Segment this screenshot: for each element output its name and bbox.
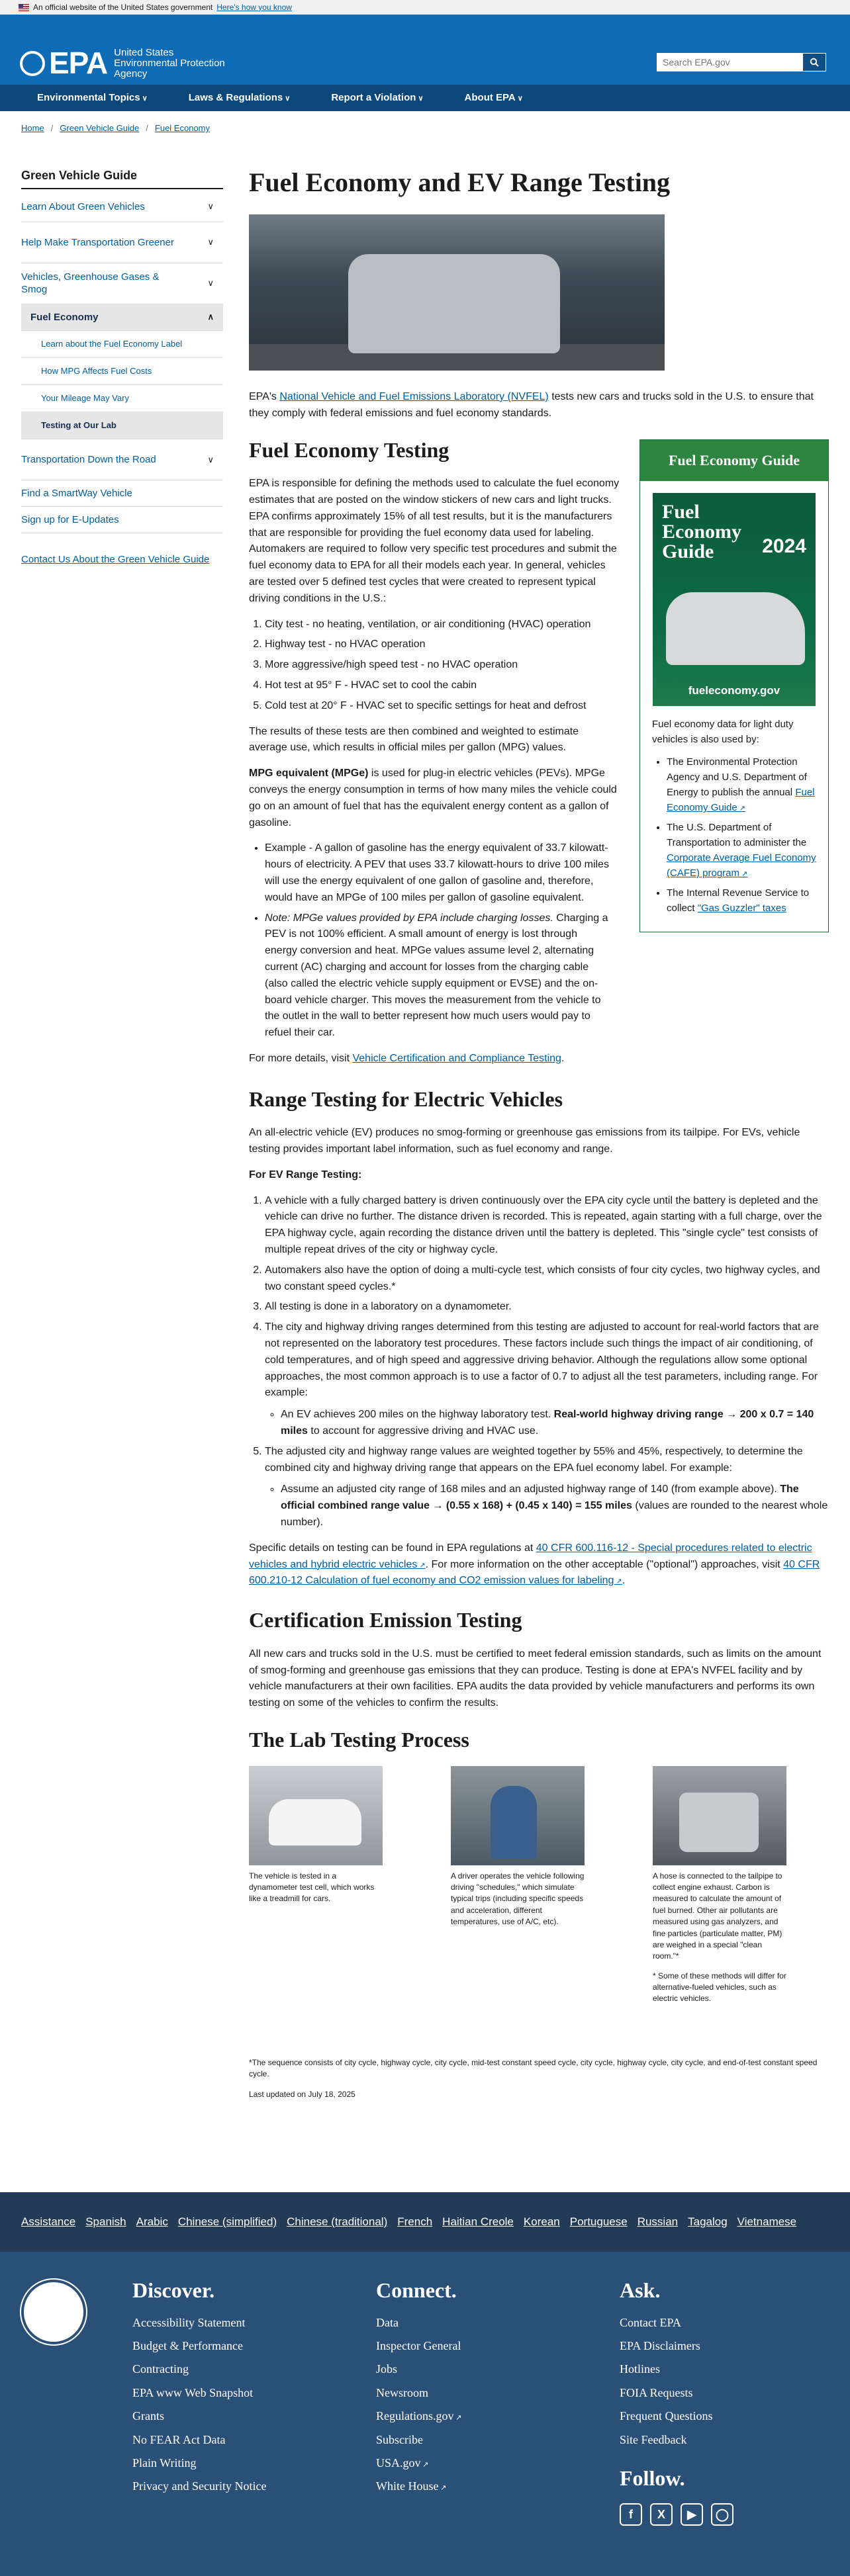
list-text: Assume an adjusted city range of 168 miles and an adjusted highway range of 140 (from example above). bbox=[281, 1484, 780, 1495]
footer-link[interactable]: Grants bbox=[132, 2409, 164, 2423]
epa-logo[interactable] bbox=[20, 40, 225, 87]
lang-link[interactable]: Chinese (traditional) bbox=[287, 2215, 388, 2228]
list-text: The U.S. Department of Transportation to administer the bbox=[667, 821, 807, 848]
sidebar-item-fuel-economy[interactable] bbox=[21, 304, 223, 331]
lab-step bbox=[451, 1766, 587, 1928]
list-item: • Example - A gallon of gasoline has the energy equivalent of 33.7 kilowatt-hours of electricity. A PEV that uses 33.7 kilowatt-hours to drive 100 miles will use the energy equivalent of one gallon of gasoline and, therefore, would have an MPGe of 100 miles per gallon of gasoline equivalent. bbox=[265, 840, 609, 906]
chevron-down-icon: ∨ bbox=[207, 200, 214, 211]
footer-link[interactable]: Frequent Questions bbox=[620, 2409, 713, 2423]
discover-column bbox=[132, 2274, 266, 2503]
list-item bbox=[265, 1444, 829, 1531]
facebook-icon[interactable]: f bbox=[620, 2503, 642, 2526]
sidebar bbox=[21, 167, 223, 568]
footer-link[interactable]: No FEAR Act Data bbox=[132, 2432, 226, 2446]
sidebar-item-label: Learn About Green Vehicles bbox=[21, 200, 145, 212]
list-text: The Internal Revenue Service to collect bbox=[667, 887, 810, 914]
footer-link[interactable]: Newsroom bbox=[376, 2385, 428, 2399]
contact-link[interactable]: Contact Us About the Green Vehicle Guide bbox=[21, 554, 210, 566]
breadcrumb-home[interactable]: Home bbox=[21, 123, 44, 133]
cafe-program-link[interactable]: Corporate Average Fuel Economy (CAFE) program ↗ bbox=[667, 852, 816, 879]
us-flag-icon bbox=[19, 4, 29, 11]
cover-title: Fuel Economy Guide bbox=[662, 501, 741, 563]
test-cycle-list bbox=[249, 617, 620, 715]
sidebar-item-label: Find a SmartWay Vehicle bbox=[21, 488, 132, 500]
sidebar-item-eupdates[interactable] bbox=[21, 507, 223, 533]
spec-text: . For more information on the other acceptable ("optional") approaches, visit bbox=[425, 1558, 784, 1570]
agency-line: Agency bbox=[114, 67, 148, 79]
footer-link[interactable]: White House ↗ bbox=[376, 2479, 461, 2494]
ev-spec-paragraph bbox=[249, 1540, 829, 1589]
tailpipe-image bbox=[653, 1766, 786, 1865]
last-updated: Last updated on July 18, 2025 bbox=[249, 2090, 355, 2100]
chevron-up-icon: ∧ bbox=[207, 311, 214, 322]
lab-note: * Some of these methods will differ for alternative-fueled vehicles, such as electric vehicles. bbox=[653, 1971, 786, 2004]
sidebar-item-label: Vehicles, Greenhouse Gases & Smog bbox=[21, 271, 160, 296]
footer-link[interactable]: Accessibility Statement bbox=[132, 2315, 246, 2329]
footer-link[interactable]: Inspector General bbox=[376, 2338, 461, 2352]
lang-link[interactable]: Vietnamese bbox=[737, 2215, 797, 2228]
footer-link[interactable]: Plain Writing bbox=[132, 2456, 197, 2469]
footer-link[interactable]: Site Feedback bbox=[620, 2432, 687, 2446]
car-image bbox=[666, 592, 805, 665]
section-title: Fuel Economy Testing bbox=[249, 437, 449, 462]
site-footer bbox=[0, 2252, 850, 2576]
nav-report-violation[interactable]: Report a Violation ∨ bbox=[331, 90, 423, 105]
mpge-text: is used for plug-in electric vehicles (PEVs). MPGe conveys the energy consumption in terms of how many miles the vehicle could go on an amount of fuel that has the equivalent energy content as a gallon of gasoline. bbox=[249, 768, 617, 828]
agency-name bbox=[114, 48, 225, 79]
list-item bbox=[667, 885, 816, 916]
fuel-economy-section bbox=[249, 437, 620, 832]
list-text: The adjusted city and highway range values are weighted together by 55% and 45%, respectively, to determine the combined city and highway driving range that appears on the EPA fuel economy label. For example: bbox=[265, 1445, 803, 1474]
gas-guzzler-link[interactable]: "Gas Guzzler" taxes bbox=[697, 902, 786, 914]
fuel-economy-guide-link[interactable]: Fuel Economy Guide ↗ bbox=[667, 787, 815, 813]
footer-link[interactable]: Hotlines bbox=[620, 2362, 660, 2376]
dynamometer-image bbox=[249, 1766, 383, 1865]
list-item: 3. More aggressive/high speed test - no HVAC operation bbox=[265, 657, 620, 674]
lang-link[interactable]: Portuguese bbox=[569, 2215, 628, 2228]
fe-paragraph: EPA is responsible for defining the methods used to calculate the fuel economy estimates that are posted on the window stickers of new cars and light trucks. EPA confirms approximately 15% of all test results, but it is the manufacturers that are responsible for providing the fuel economy data used for labeling. Automakers are required to follow very specific test procedures and submit the fuel economy data to EPA for all their models each year. In general, vehicles are tested over 5 defined test cycles that were created to represent typical driving conditions in the U.S.: bbox=[249, 478, 620, 604]
x-icon[interactable]: X bbox=[650, 2503, 673, 2526]
lang-link[interactable]: Russian bbox=[637, 2215, 679, 2228]
language-bar bbox=[0, 2192, 850, 2252]
main-content bbox=[249, 167, 829, 2110]
youtube-icon[interactable]: ▶ bbox=[681, 2503, 703, 2526]
footer-link[interactable]: EPA www Web Snapshot bbox=[132, 2385, 254, 2399]
section-title: Certification Emission Testing bbox=[249, 1608, 522, 1632]
epa-seal-icon bbox=[21, 2280, 86, 2344]
guide-title: Fuel Economy Guide bbox=[640, 440, 828, 481]
lang-link[interactable]: Chinese (simplified) bbox=[177, 2215, 277, 2228]
lab-process-grid bbox=[249, 1766, 829, 2057]
breadcrumb bbox=[21, 122, 210, 135]
connect-column bbox=[376, 2274, 461, 2503]
list-item: 4. Hot test at 95° F - HVAC set to cool the cabin bbox=[265, 678, 620, 694]
lang-link[interactable]: Tagalog bbox=[688, 2215, 728, 2228]
intro-text: tests new cars and trucks sold in the U.S. to ensure that they comply with federal emissions and fuel economy standards. bbox=[249, 391, 814, 419]
footer-link[interactable]: Budget & Performance bbox=[132, 2338, 243, 2352]
gov-banner bbox=[0, 0, 850, 15]
spec-text: Specific details on testing can be found in EPA regulations at bbox=[249, 1542, 536, 1554]
footnote: *The sequence consists of city cycle, highway cycle, city cycle, mid-test constant speed cycle, city cycle, highway cycle, city cycle, and end-of-test constant speed cycle. bbox=[249, 2057, 818, 2078]
note-text: Charging a PEV is not 100% efficient. A small amount of energy is lost through energy conversion and heat. MPGe values assume level 2, alternating current (AC) charging and account for losses from the charging cable (also called the electric vehicle supply equipment or EVSE) and the on-board vehicle charger. This moves the measurement from the vehicle to the outlet in the wall to better represent how much users would pay to refuel their car. bbox=[265, 912, 608, 1039]
section-title: The Lab Testing Process bbox=[249, 1727, 469, 1752]
intro-paragraph bbox=[249, 389, 829, 422]
list-text: An EV achieves 200 miles on the highway laboratory test. bbox=[281, 1409, 554, 1421]
sidebar-item-learn[interactable] bbox=[21, 192, 223, 222]
footer-heading: Discover. bbox=[132, 2278, 215, 2302]
lang-link[interactable]: Haitian Creole bbox=[442, 2215, 514, 2228]
truck-on-dynamometer-image bbox=[348, 254, 560, 353]
lang-link[interactable]: Spanish bbox=[85, 2215, 126, 2228]
list-item bbox=[281, 1407, 829, 1440]
list-item bbox=[667, 820, 816, 881]
lab-caption: The vehicle is tested in a dynamometer test cell, which works like a treadmill for cars. bbox=[249, 1871, 375, 1904]
sidebar-subitem-mileage[interactable]: Your Mileage May Vary bbox=[21, 385, 223, 412]
section-title: Range Testing for Electric Vehicles bbox=[249, 1087, 563, 1111]
cfr-600-116-link[interactable]: 40 CFR 600.116-12 - Special procedures related to electric vehicles and hybrid electric vehicles ↗ bbox=[249, 1542, 812, 1570]
epa-flower-icon bbox=[20, 51, 45, 76]
list-text: to account for aggressive driving and HVAC use. bbox=[307, 1425, 539, 1437]
list-item: 2. Highway test - no HVAC operation bbox=[265, 637, 620, 653]
spec-text: . bbox=[622, 1575, 626, 1587]
lab-step bbox=[249, 1766, 385, 1905]
agency-line: United States bbox=[114, 46, 174, 58]
search-form bbox=[657, 53, 826, 71]
search-button[interactable] bbox=[802, 53, 826, 71]
sidebar-item-vehicles[interactable] bbox=[21, 263, 223, 304]
sidebar-item-label: Transportation Down the Road bbox=[21, 454, 156, 466]
list-item: 5. Cold test at 20° F - HVAC set to specific settings for heat and defrost bbox=[265, 698, 620, 715]
sidebar-subitem-testing[interactable]: Testing at Our Lab bbox=[21, 412, 223, 439]
hero-image bbox=[249, 214, 665, 371]
nav-about-epa[interactable]: About EPA ∨ bbox=[465, 90, 523, 105]
mpge-paragraph bbox=[249, 766, 620, 831]
footer-heading: Connect. bbox=[376, 2278, 457, 2302]
list-bold: The official combined range value → (0.55 x 168) + (0.45 x 140) = 155 miles bbox=[281, 1484, 799, 1512]
footer-link[interactable]: Privacy and Security Notice bbox=[132, 2479, 267, 2493]
breadcrumb-fuel-economy[interactable]: Fuel Economy bbox=[154, 123, 210, 133]
intro-text: EPA's bbox=[249, 391, 280, 402]
page-title: Fuel Economy and EV Range Testing bbox=[249, 167, 671, 197]
sidebar-item-transportation[interactable] bbox=[21, 439, 223, 480]
breadcrumb-separator: / bbox=[50, 123, 54, 133]
sidebar-item-label: Fuel Economy bbox=[30, 311, 99, 323]
list-item: 1. A vehicle with a fully charged battery is driven continuously over the EPA city cycle until the battery is depleted and the vehicle can drive no further. The distance driven is recorded. This is repeated, again starting with a full charge, over the EPA highway cycle, again recording the distance driven until the battery is depleted. This "single cycle" test consists of multiple repeat drives of the city or highway cycle. bbox=[265, 1193, 829, 1259]
search-icon bbox=[810, 58, 819, 67]
footer-heading: Follow. bbox=[620, 2465, 685, 2490]
sidebar-item-smartway[interactable] bbox=[21, 480, 223, 507]
sidebar-item-label: Help Make Transportation Greener bbox=[21, 236, 174, 248]
list-item bbox=[281, 1482, 829, 1531]
list-text: The city and highway driving ranges determined from this testing are adjusted to account for real-world factors that are not represented on the laboratory test procedures. These factors include such things the impact of air conditioning, of cold temperatures, and of high speed and aggressive driving behavior. Although the regulations allow some optional approaches, the most common approach is to use a factor of 0.7 to adjust all the test parameters, including range. For example: bbox=[265, 1321, 819, 1399]
guide-intro: Fuel economy data for light duty vehicles is also used by: bbox=[652, 719, 794, 746]
gov-banner-text: An official website of the United States government bbox=[33, 2, 213, 12]
footer-link[interactable]: Data bbox=[376, 2315, 399, 2329]
list-text: (values are rounded to the nearest whole number). bbox=[281, 1500, 828, 1529]
lang-link[interactable]: French bbox=[397, 2215, 433, 2228]
ask-column bbox=[620, 2274, 741, 2534]
lang-link[interactable]: Arabic bbox=[136, 2215, 168, 2228]
nav-environmental-topics[interactable]: Environmental Topics ∨ bbox=[37, 90, 148, 105]
agency-line: Environmental Protection bbox=[114, 57, 225, 69]
footer-link[interactable]: Regulations.gov ↗ bbox=[376, 2409, 461, 2424]
sidebar-item-help[interactable] bbox=[21, 222, 223, 263]
ev-paragraph: An all-electric vehicle (EV) produces no smog-forming or greenhouse gas emissions from its tailpipe. For EVs, vehicle testing provides important label information, such as fuel economy and range. bbox=[249, 1127, 800, 1155]
lang-link[interactable]: Assistance bbox=[21, 2215, 76, 2228]
chevron-down-icon: ∨ bbox=[207, 454, 214, 465]
fuel-economy-guide-box bbox=[639, 439, 829, 932]
sidebar-subitem-label[interactable]: Learn about the Fuel Economy Label bbox=[21, 331, 223, 358]
chevron-down-icon: ∨ bbox=[207, 277, 214, 288]
list-item: 3. All testing is done in a laboratory on a dynamometer. bbox=[265, 1299, 829, 1315]
cert-paragraph: All new cars and trucks sold in the U.S. must be certified to meet federal emission standards, such as limits on the amount of smog-forming and greenhouse gas emissions that they can produce. Testing is done at EPA's NVFEL facility and by vehicle manufacturers at their own facilities. EPA audits the data provided by vehicle manufacturers and performs its own testing on some of the vehicles to confirm the results. bbox=[249, 1648, 822, 1709]
logo-text: EPA bbox=[49, 46, 108, 80]
footer-link[interactable]: FOIA Requests bbox=[620, 2385, 693, 2399]
search-input[interactable] bbox=[657, 53, 802, 71]
more-text: . bbox=[561, 1052, 565, 1064]
ev-label: For EV Range Testing: bbox=[249, 1169, 362, 1180]
lang-link[interactable]: Korean bbox=[523, 2215, 560, 2228]
cover-year: 2024 bbox=[762, 535, 806, 558]
footer-heading: Ask. bbox=[620, 2278, 661, 2302]
guide-list bbox=[652, 754, 816, 916]
list-text: The Environmental Protection Agency and U.S. Department of Energy to publish the annual bbox=[667, 756, 807, 799]
lab-caption: A driver operates the vehicle following driving "schedules," which simulate typical trips (including specific speeds and acceleration, different temperatures, use of A/C, etc). bbox=[451, 1871, 585, 1927]
mpge-term: MPG equivalent (MPGe) bbox=[249, 768, 369, 779]
footer-link[interactable]: Jobs bbox=[376, 2362, 398, 2376]
chevron-down-icon: ∨ bbox=[207, 236, 214, 247]
list-item bbox=[667, 754, 816, 816]
lab-step bbox=[653, 1766, 788, 2005]
fe-paragraph: The results of these tests are then combined and weighted to estimate average use, which results in official miles per gallon (MPG) values. bbox=[249, 725, 579, 754]
breadcrumb-separator: / bbox=[146, 123, 148, 133]
driver-image bbox=[451, 1766, 585, 1865]
list-bold: Real-world highway driving range → 200 x 0.7 = 140 miles bbox=[281, 1409, 814, 1437]
nav-laws-regulations[interactable]: Laws & Regulations ∨ bbox=[189, 90, 291, 105]
cover-url: fueleconomy.gov bbox=[688, 684, 780, 697]
lab-caption: A hose is connected to the tailpipe to collect engine exhaust. Carbon is measured to calculate the amount of fuel burned. Other air pollutants are measured using gas analyzers, and fine particles (particulate matter, PM) are weighed in a special "clean room."* bbox=[653, 1871, 782, 1961]
sidebar-title: Green Vehicle Guide bbox=[21, 167, 223, 189]
heres-how-link[interactable]: Here's how you know bbox=[216, 2, 292, 12]
more-text: For more details, visit bbox=[249, 1052, 353, 1064]
nvfel-link[interactable]: National Vehicle and Fuel Emissions Laboratory (NVFEL) bbox=[279, 391, 549, 402]
footer-link[interactable]: Contracting bbox=[132, 2362, 189, 2376]
note-emphasis: Note: MPGe values provided by EPA include charging losses. bbox=[265, 912, 553, 924]
certification-link[interactable]: Vehicle Certification and Compliance Testing bbox=[352, 1052, 561, 1064]
main-nav bbox=[0, 85, 850, 111]
sidebar-item-label: Sign up for E-Updates bbox=[21, 514, 119, 526]
sidebar-subitem-mpg[interactable]: How MPG Affects Fuel Costs bbox=[21, 358, 223, 385]
footer-link[interactable]: EPA Disclaimers bbox=[620, 2338, 700, 2352]
breadcrumb-green-vehicle-guide[interactable]: Green Vehicle Guide bbox=[60, 123, 140, 133]
instagram-icon[interactable]: ◯ bbox=[711, 2503, 733, 2526]
footer-link[interactable]: USA.gov ↗ bbox=[376, 2456, 461, 2471]
ev-list bbox=[249, 1193, 829, 1531]
list-item: 1. City test - no heating, ventilation, or air conditioning (HVAC) operation bbox=[265, 617, 620, 633]
list-item bbox=[265, 1319, 829, 1440]
more-details bbox=[249, 1051, 829, 1067]
cfr-600-210-link[interactable]: 40 CFR 600.210-12 Calculation of fuel economy and CO2 emission values for labeling ↗ bbox=[249, 1559, 820, 1587]
footer-link[interactable]: Subscribe bbox=[376, 2432, 423, 2446]
list-item: 2. Automakers also have the option of doing a multi-cycle test, which consists of four city cycles, two highway cycles, and two constant speed cycles.* bbox=[265, 1263, 829, 1296]
footer-link[interactable]: Contact EPA bbox=[620, 2315, 681, 2329]
guide-cover-image[interactable] bbox=[653, 493, 816, 706]
